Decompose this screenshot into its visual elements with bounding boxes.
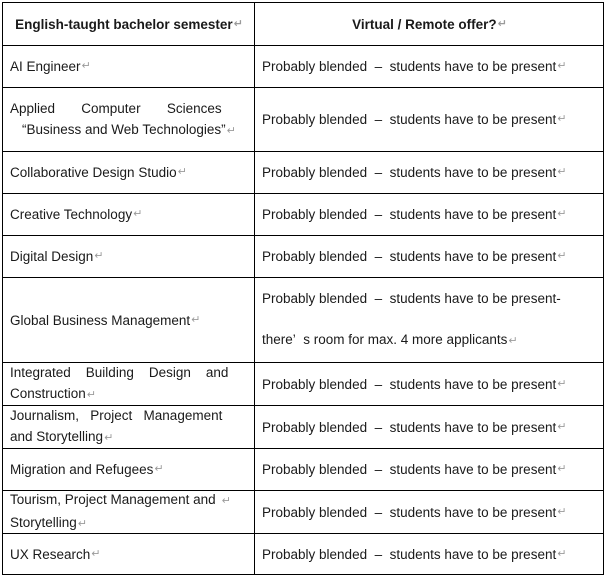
semester-cell bbox=[3, 491, 255, 533]
offer-text: Probably blended – students have to be present bbox=[262, 207, 557, 222]
return-mark-icon: ↵ bbox=[557, 547, 567, 560]
table-row bbox=[3, 236, 604, 278]
return-mark-icon: ↵ bbox=[221, 495, 231, 507]
table-row bbox=[3, 534, 604, 575]
semester-cell bbox=[3, 46, 255, 87]
return-mark-icon: ↵ bbox=[91, 547, 101, 560]
table-row bbox=[3, 152, 604, 194]
return-mark-icon: ↵ bbox=[557, 420, 567, 433]
offer-text-line1: Probably blended – students have to be present- bbox=[262, 291, 561, 306]
return-mark-icon: ↵ bbox=[154, 463, 164, 475]
offer-text-line2: there’ s room for max. 4 more applicants bbox=[262, 332, 508, 347]
return-mark-icon: ↵ bbox=[177, 166, 187, 178]
return-mark-icon: ↵ bbox=[557, 113, 567, 125]
offer-cell bbox=[255, 194, 604, 235]
semester-cell bbox=[3, 194, 255, 235]
return-mark-icon: ↵ bbox=[557, 166, 567, 178]
table-row bbox=[3, 88, 604, 152]
table-row bbox=[3, 491, 604, 534]
offer-cell bbox=[255, 88, 604, 151]
semester-cell bbox=[3, 534, 255, 574]
offer-cell bbox=[255, 406, 604, 448]
offer-cell bbox=[255, 236, 604, 277]
offer-text: Probably blended – students have to be present bbox=[262, 376, 557, 392]
offer-cell bbox=[255, 491, 604, 533]
table-header-row bbox=[3, 3, 604, 46]
offer-cell bbox=[255, 46, 604, 87]
semester-name-line2: and Storytelling bbox=[10, 429, 104, 444]
offer-text: Probably blended – students have to be present bbox=[262, 419, 557, 435]
semester-name-line2: “Business and Web Technologies” bbox=[22, 121, 226, 137]
return-mark-icon: ↵ bbox=[81, 60, 91, 72]
semester-name: Digital Design bbox=[10, 249, 94, 264]
semester-cell bbox=[3, 406, 255, 448]
semester-name-line2: Construction bbox=[10, 386, 86, 401]
table-row bbox=[3, 363, 604, 406]
return-mark-icon: ↵ bbox=[77, 518, 88, 530]
semester-table bbox=[2, 2, 604, 575]
return-mark-icon: ↵ bbox=[557, 208, 567, 220]
return-mark-icon: ↵ bbox=[557, 505, 567, 518]
offer-cell bbox=[255, 152, 604, 193]
semester-cell bbox=[3, 152, 255, 193]
semester-cell bbox=[3, 278, 255, 362]
return-mark-icon: ↵ bbox=[104, 432, 114, 444]
header-cell-semester bbox=[3, 3, 255, 45]
offer-text: Probably blended – students have to be present bbox=[262, 165, 557, 180]
offer-text: Probably blended – students have to be present bbox=[262, 59, 557, 74]
offer-cell bbox=[255, 449, 604, 490]
return-mark-icon: ↵ bbox=[191, 313, 201, 326]
offer-text: Probably blended – students have to be present bbox=[262, 546, 557, 562]
table-row bbox=[3, 278, 604, 363]
semester-name-line2: Storytelling bbox=[10, 515, 77, 530]
semester-name: Migration and Refugees bbox=[10, 462, 154, 477]
return-mark-icon: ↵ bbox=[133, 208, 143, 220]
semester-cell bbox=[3, 88, 255, 151]
table-row bbox=[3, 406, 604, 449]
offer-text: Probably blended – students have to be present bbox=[262, 249, 557, 264]
semester-name: UX Research bbox=[10, 546, 91, 562]
return-mark-icon: ↵ bbox=[86, 389, 97, 401]
offer-cell bbox=[255, 363, 604, 405]
return-mark-icon: ↵ bbox=[557, 377, 567, 390]
semester-name-line1: Journalism, Project Management bbox=[10, 408, 223, 423]
semester-name: Collaborative Design Studio bbox=[10, 165, 177, 180]
table-row bbox=[3, 46, 604, 88]
semester-cell bbox=[3, 363, 255, 405]
semester-name: Creative Technology bbox=[10, 207, 133, 222]
offer-text: Probably blended – students have to be present bbox=[262, 462, 557, 477]
return-mark-icon: ↵ bbox=[94, 250, 104, 262]
offer-text: Probably blended – students have to be present bbox=[262, 112, 557, 127]
offer-cell bbox=[255, 534, 604, 574]
header-cell-offer bbox=[255, 3, 604, 45]
return-mark-icon: ↵ bbox=[226, 124, 236, 137]
semester-name-line1: Integrated Building Design and bbox=[10, 365, 229, 380]
table-row bbox=[3, 449, 604, 491]
header-semester-label: English-taught bachelor semester bbox=[15, 16, 233, 32]
semester-cell bbox=[3, 236, 255, 277]
semester-name-line1: Applied Computer Sciences bbox=[10, 100, 222, 116]
semester-cell bbox=[3, 449, 255, 490]
return-mark-icon: ↵ bbox=[557, 250, 567, 262]
header-offer-label: Virtual / Remote offer? bbox=[352, 16, 497, 32]
return-mark-icon: ↵ bbox=[233, 17, 243, 30]
offer-text: Probably blended – students have to be present bbox=[262, 504, 557, 520]
semester-name: AI Engineer bbox=[10, 59, 81, 74]
table-row bbox=[3, 194, 604, 236]
return-mark-icon: ↵ bbox=[557, 463, 567, 475]
return-mark-icon: ↵ bbox=[557, 60, 567, 72]
return-mark-icon: ↵ bbox=[508, 335, 518, 347]
semester-name-line1: Tourism, Project Management and bbox=[10, 492, 216, 507]
semester-name: Global Business Management bbox=[10, 312, 191, 328]
offer-cell bbox=[255, 278, 604, 362]
return-mark-icon: ↵ bbox=[497, 17, 507, 30]
